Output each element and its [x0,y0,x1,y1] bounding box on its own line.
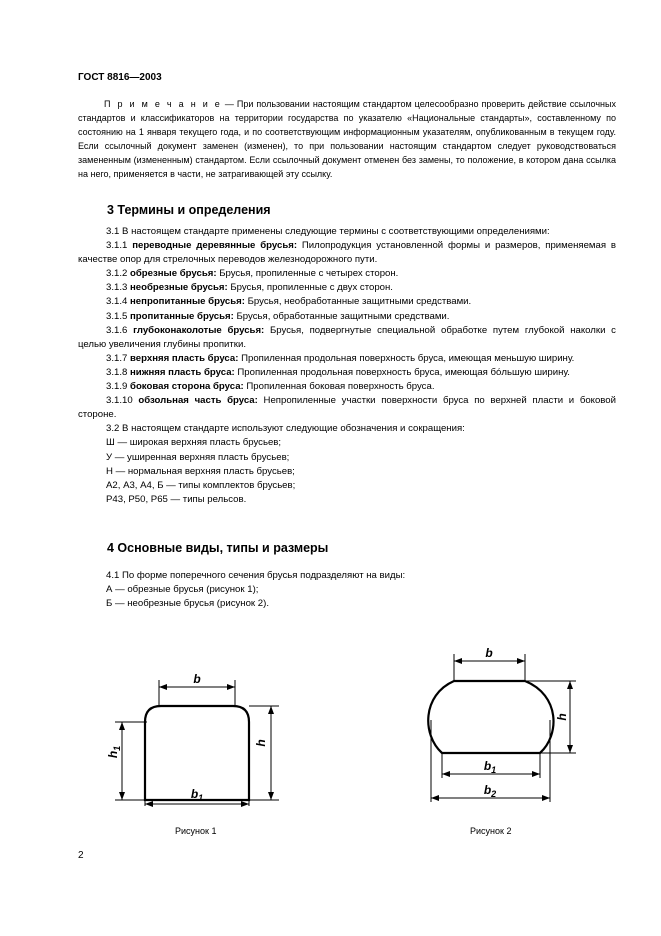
term-text: Брусья, пропиленные с четырех сторон. [216,268,399,280]
term-number: 3.1.7 [106,352,131,364]
dimension-b-label: b [193,672,201,686]
page-number: 2 [78,850,84,861]
term-text: Брусья, подвергнутые специальной обработке путем глубокой наколки с целью увеличения глубины пропитки. [78,324,616,350]
term-name: глубоконаколотые брусья: [133,324,265,336]
figure-1-caption: Рисунок 1 [175,826,217,836]
dimension-b1-label: $b_1$ [483,759,497,775]
term-name: боковая сторона бруса: [130,381,244,393]
term-definition [78,380,616,394]
term-name: обрезные брусья: [130,268,217,280]
term-number: 3.1.10 [106,395,139,407]
figure-1-drawing [95,660,295,810]
figure-2-drawing [420,640,590,810]
abbreviation-item: Ш — широкая верхняя пласть брусьев; [106,437,282,449]
note-text: — При пользовании настоящим стандартом целесообразно проверить действие ссылочных стандартов и классификаторов на территории государства по указателю «Национальные стандарты», составленному по состоянию на 1 января текущего года, и по соответствующим информационным указателям, опубликованным в текущем году. Если ссылочный документ заменен (изменен), то при пользовании настоящим стандартом следует руководствоваться замененным (измененным) стандартом. Если ссылочный документ отменен без замены, то положение, в котором дана ссылка на него, применяется в части, не затрагивающей эту ссылку. [78,99,616,179]
term-definition [78,352,616,366]
figure-2-caption: Рисунок 2 [470,826,512,836]
abbreviation-item: Н — нормальная верхняя пласть брусьев; [106,465,295,477]
term-name: обзольная часть бруса: [138,395,258,407]
term-number: 3.1.6 [106,324,134,336]
term-number: 3.1.5 [106,310,131,322]
term-number: 3.1.4 [106,296,131,308]
section-4-title: 4 Основные виды, типы и размеры [107,541,329,555]
term-name: верхняя пласть бруса: [130,352,239,364]
kinds-list [78,583,616,611]
term-definition [78,366,616,380]
abbreviation-item: У — уширенная верхняя пласть брусьев; [106,451,290,463]
term-text: Брусья, обработанные защитными средствами. [233,310,450,322]
dimension-b1-label: $b_1$ [190,787,204,803]
term-name: пропитанные брусья: [130,310,234,322]
term-number: 3.1.2 [106,268,131,280]
term-definition [78,295,616,309]
section-3-body [78,225,616,507]
term-text: Брусья, пропиленные с двух сторон. [227,282,393,294]
term-definition [78,267,616,281]
kind-item: А — обрезные брусья (рисунок 1); [106,584,259,596]
term-definition [78,239,616,267]
section-3-intro: 3.1 В настоящем стандарте применены следующие термины с соответствующими определениями: [106,226,550,237]
abbreviations-intro: 3.2 В настоящем стандарте используют следующие обозначения и сокращения: [106,423,465,435]
term-definition [78,310,616,324]
term-number: 3.1.3 [106,282,131,294]
edged-beam-cross-section [145,706,249,800]
document-code: ГОСТ 8816—2003 [78,72,162,83]
abbreviation-item: А2, А3, А4, Б — типы комплектов брусьев; [106,479,296,491]
kind-item: Б — необрезные брусья (рисунок 2). [106,598,269,610]
section-4-body [78,569,616,611]
term-text: Брусья, необработанные защитными средствами. [244,296,472,308]
term-definition [78,281,616,295]
term-name: нижняя пласть бруса: [130,366,235,378]
abbreviations-list [78,436,616,506]
dimension-h1-label: $h_1$ [106,745,122,759]
term-text: Пропиленная боковая поверхность бруса. [243,381,435,393]
section-4-intro: 4.1 По форме поперечного сечения брусья подразделяют на виды: [106,570,406,581]
note-paragraph [78,97,616,181]
section-3-title: 3 Термины и определения [107,203,271,217]
dimension-b-label: b [485,646,493,660]
abbreviation-item: Р43, Р50, Р65 — типы рельсов. [106,493,247,505]
terms-list [78,239,616,422]
term-number: 3.1.1 [106,240,133,252]
term-text: Пилопродукция установленной формы и размеров, применяемая в качестве опор для стрелочных переводов железнодорожного пути. [78,240,616,266]
term-name: необрезные брусья: [130,282,228,294]
term-number: 3.1.8 [106,366,131,378]
term-text: Непропиленные участки поверхности бруса по верхней пласти и боковой стороне. [78,395,616,421]
dimension-b2-label: $b_2$ [483,783,497,799]
dimension-h-label: h [254,739,268,747]
note-label: П р и м е ч а н и е [104,99,222,109]
term-name: непропитанные брусья: [130,296,245,308]
term-number: 3.1.9 [106,381,131,393]
term-definition [78,394,616,422]
unedged-beam-cross-section [428,681,553,753]
term-text: Пропиленная продольная поверхность бруса, имеющая бо́льшую ширину. [234,366,570,378]
term-definition [78,324,616,352]
term-name: переводные деревянные брусья: [132,240,298,252]
dimension-h-label: h [555,713,569,721]
term-text: Пропиленная продольная поверхность бруса, имеющая меньшую ширину. [238,352,575,364]
